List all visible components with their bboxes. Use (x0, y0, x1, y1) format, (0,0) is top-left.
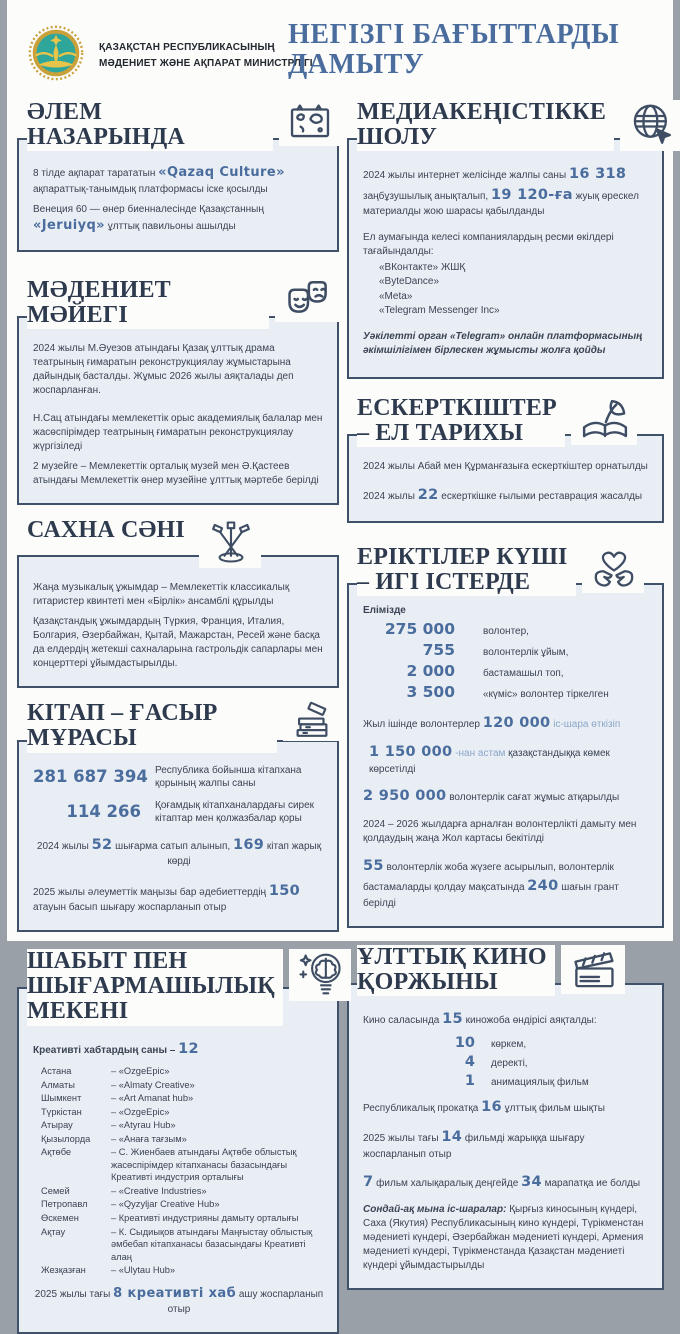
hub-city: Атырау (41, 1120, 73, 1131)
paragraph: 55 волонтерлік жоба жүзеге асырылып, волонтерлік бастамаларды қолдау мақсатында 240 шағын грант берілді (363, 857, 619, 909)
section-title: МЕДИАКЕҢІСТІККЕ ШОЛУ (357, 100, 614, 151)
list-item: «ByteDance» (379, 276, 440, 288)
volunteer-stats (363, 620, 650, 701)
stat-label: деректі, (491, 1058, 528, 1070)
stat-value: 275 000 (384, 620, 455, 639)
stat-label: анимациялық фильм (491, 1077, 589, 1089)
stat-label: волонтерлік ұйым, (483, 647, 569, 659)
stat-value: 755 (422, 641, 455, 660)
ministry-line2: МӘДЕНИЕТ ЖӘНЕ АҚПАРАТ МИНИСТРЛІГІ (99, 57, 313, 69)
section-creative-hubs (17, 949, 339, 1334)
paragraph: 2024 жылы интернет желісінде жалпы саны 16 318 заңбұзушылық анықталып, 19 120-ға жуық өрескел материалды жою шарасы қабылданды (363, 166, 639, 217)
library-stats (33, 764, 325, 825)
paragraph: 2 950 000 волонтерлік сағат жұмыс атқарылды (363, 787, 620, 804)
hub-city: Шымкент (41, 1093, 82, 1104)
section-title: ЕРІКТІЛЕР КҮШІ – ИГІ ІСТЕРДЕ (357, 545, 576, 596)
section-books (17, 701, 339, 932)
left-column (17, 100, 339, 1334)
hub-city: Қызылорда (41, 1133, 91, 1144)
kazakhstan-coat-of-arms (25, 22, 87, 84)
hub-name: – «Анаға тағзым» (111, 1133, 187, 1144)
paragraph: Венеция 60 — өнер биенналесінде Қазақстанның «Jeruiyq» ұлттық павильоны ашылды (33, 203, 264, 233)
note: Уәкілетті орган «Telegram» онлайн платформасының әкімшілігімен бірлескен жұмысты жолға қойды (363, 330, 643, 356)
section-title: САХНА СӘНІ (27, 518, 193, 544)
hub-name: – Креативті индустрияны дамыту орталығы (111, 1212, 299, 1223)
hub-name: – «Art Amanat hub» (111, 1093, 194, 1104)
book-quill-icon (571, 396, 637, 445)
section-title: МӘДЕНИЕТ МӘЙЕГІ (27, 278, 269, 329)
paragraph: 2024 жылы М.Әуезов атындағы Қазақ ұлттық драма театрының ғимаратын реконструкциялау жұмыстарына дайындық басталды. Жұмыс 2026 жылы аяқталады деп жоспарланған. (33, 343, 294, 397)
theater-masks-icon (275, 278, 339, 322)
paragraph: 2025 жылы тағы 8 креативті хаб ашу жоспарланып отыр (34, 1285, 324, 1315)
right-column (347, 100, 664, 1290)
hub-name: – «Creative Industries» (111, 1185, 207, 1196)
stats-heading: Елімізде (363, 605, 406, 617)
stat-label: бастамашыл топ, (483, 668, 564, 680)
stat-value: 3 500 (406, 683, 455, 702)
section-stage (17, 518, 339, 688)
stat-value: 2 000 (406, 662, 455, 681)
brain-bulb-icon (289, 949, 351, 1001)
stat-label: Қоғамдық кітапханалардағы сирек кітаптар мен қолжазбалар қоры (155, 799, 315, 824)
ministry-line1: ҚАЗАҚСТАН РЕСПУБЛИКАСЫНЫҢ (99, 42, 275, 53)
film-stats (363, 1035, 650, 1089)
hub-list (41, 1065, 325, 1277)
paragraph: Кино саласында 15 киножоба өндірісі аяқталды: (363, 1010, 597, 1027)
hub-city: Түркістан (41, 1106, 82, 1117)
paragraph: Жаңа музыкалық ұжымдар – Мемлекеттік классикалық гитаристер квинтеті мен «Бірлік» ансамблі құрылды (33, 582, 290, 608)
paragraph: 2024 жылы 22 ескерткішке ғылыми реставрация жасалды (363, 487, 643, 504)
paragraph: Қазақстандық ұжымдардың Түркия, Франция, Италия, Болгария, Әзербайжан, Қытай, Мажарстан, Ресей және басқа да елдердің жетекші сахналарына гастрольдік сапарлары мен концерттері ұйымдастырылды. (33, 616, 323, 670)
hub-city: Жезқазған (41, 1265, 86, 1276)
book-stack-icon (283, 701, 339, 741)
stat-value: 4 (464, 1054, 475, 1071)
section-monuments (347, 396, 664, 523)
section-title: ҰЛТТЫҚ КИНО ҚОРЖЫНЫ (357, 945, 555, 996)
hubs-count-label: Креативті хабтардың саны – 12 (33, 1040, 199, 1057)
paragraph: 2024 жылы Абай мен Құрманғазыға ескерткіштер орнатылды (363, 461, 648, 473)
company-list (379, 261, 650, 319)
stat-label: «күміс» волонтер тіркелген (483, 689, 609, 701)
paragraph: 2024 – 2026 жылдарға арналған волонтерлікті дамыту мен қолдаудың жаңа Жол картасы бекітілді (363, 818, 637, 844)
stat-value: 281 687 394 (33, 767, 148, 786)
section-volunteers (347, 545, 664, 928)
list-item: «Telegram Messenger Inc» (379, 305, 500, 317)
hub-name: – «Almaty Creative» (111, 1079, 195, 1090)
hub-name: – «Ulytau Hub» (111, 1265, 176, 1276)
hub-name: – «OzgeEpic» (111, 1065, 170, 1076)
paragraph: 2025 жылы тағы 14 фильмді жарыққа шығару жоспарланып отыр (363, 1129, 585, 1160)
world-map-icon (279, 100, 339, 146)
stat-label: волонтер, (483, 626, 529, 638)
paragraph: Сондай-ақ мына іс-шаралар: Қырғыз киносының күндері, Саха (Якутия) Республикасының кино күндері, Түрікменстан мәдениеті күндері, Әзербайжан мәдениеті күндері, Армения мәдениеті күндері, Түрікменстанда Қазақстан мәдениеті күндері ұйымдастырылды (363, 1204, 644, 1272)
hub-city: Ақтау (41, 1226, 66, 1237)
section-world-attention (17, 100, 339, 252)
paragraph: 7 фильм халықаралық деңгейде 34 марапатқа ие болды (363, 1173, 641, 1190)
section-title: ШАБЫТ ПЕН ШЫҒАРМАШЫЛЫҚ МЕКЕНІ (27, 949, 283, 1026)
list-item: «Meta» (379, 290, 413, 302)
paragraph: 2025 жылы әлеуметтік маңызы бар әдебиеттердің 150 атауын басып шығару жоспарланып отыр (33, 882, 301, 914)
hub-name: – С. Жиенбаев атындағы Ақтөбе облыстық жасөспірімдер кітапханасы базасындағы Креативті индустрия орталығы (111, 1147, 297, 1183)
hub-name: – «Atyrau Hub» (111, 1120, 176, 1131)
stat-value: 114 266 (66, 802, 141, 821)
paragraph: Республикалық прокатқа 16 ұлттық фильм шықты (363, 1099, 605, 1116)
page-title: НЕГІЗГІ БАҒЫТТАРДЫ ДАМЫТУ (288, 19, 620, 81)
hub-city: Ақтөбе (41, 1147, 72, 1158)
hub-city: Алматы (41, 1079, 75, 1090)
stage-spotlights-icon (199, 518, 261, 568)
paragraph: 1 150 000 -нан астам қазақстандыққа көмек көрсетілді (369, 744, 610, 775)
globe-cursor-icon (620, 100, 680, 151)
hub-city: Семей (41, 1185, 70, 1196)
infographic-page (7, 0, 673, 1315)
hub-name: – «OzgeEpic» (111, 1106, 170, 1117)
section-media-review (347, 100, 664, 379)
paragraph: Жыл ішінде волонтерлер 120 000 іс-шара өткізіп (363, 715, 621, 732)
stat-label: көркем, (491, 1039, 527, 1051)
hub-name: – «Qyzyljar Creative Hub» (111, 1199, 220, 1210)
stat-value: 1 (464, 1073, 475, 1090)
section-title: ЕСКЕРТКІШТЕР – ЕЛ ТАРИХЫ (357, 396, 565, 447)
section-national-cinema (347, 945, 664, 1291)
stat-value: 10 (454, 1035, 475, 1052)
paragraph: 2024 жылы 52 шығарма сатып алынып, 169 кітап жарық көрді (36, 836, 322, 867)
hub-city: Астана (41, 1065, 72, 1076)
paragraph: 8 тілде ақпарат тарататын «Qazaq Culture» ақпараттық-танымдық платформасы іске қосылды (33, 165, 285, 195)
paragraph: Ел аумағында келесі компаниялардың ресми өкілдері тағайындалды: (363, 231, 614, 257)
hub-name: – К. Сыдиықов атындағы Маңғыстау облыстық әмбебап кітапханасы базасындағы Креативті алаң (111, 1226, 313, 1262)
hub-city: Өскемен (41, 1212, 79, 1223)
heart-hands-icon (582, 545, 644, 593)
section-title: КІТАП – ҒАСЫР МҰРАСЫ (27, 701, 277, 752)
clapperboard-icon (561, 945, 625, 994)
paragraph: 2 музейге – Мемлекеттік орталық музей мен Ә.Қастеев атындағы Мемлекеттік өнер музейіне ұлттық мәртебе берілді (33, 461, 319, 487)
hub-city: Петропавл (41, 1199, 88, 1210)
ministry-name (99, 40, 313, 71)
stat-label: Республика бойынша кітапхана қорының жалпы саны (155, 764, 302, 789)
list-item: «ВКонтакте» ЖШҚ (379, 261, 466, 273)
section-title: ӘЛЕМ НАЗАРЫНДА (27, 100, 273, 151)
section-culture (17, 278, 339, 505)
paragraph: Н.Сац атындағы мемлекеттік орыс академиялық балалар мен жасөспірімдер театрының ғимаратын реконструкциялау жүргізіледі (33, 413, 323, 453)
